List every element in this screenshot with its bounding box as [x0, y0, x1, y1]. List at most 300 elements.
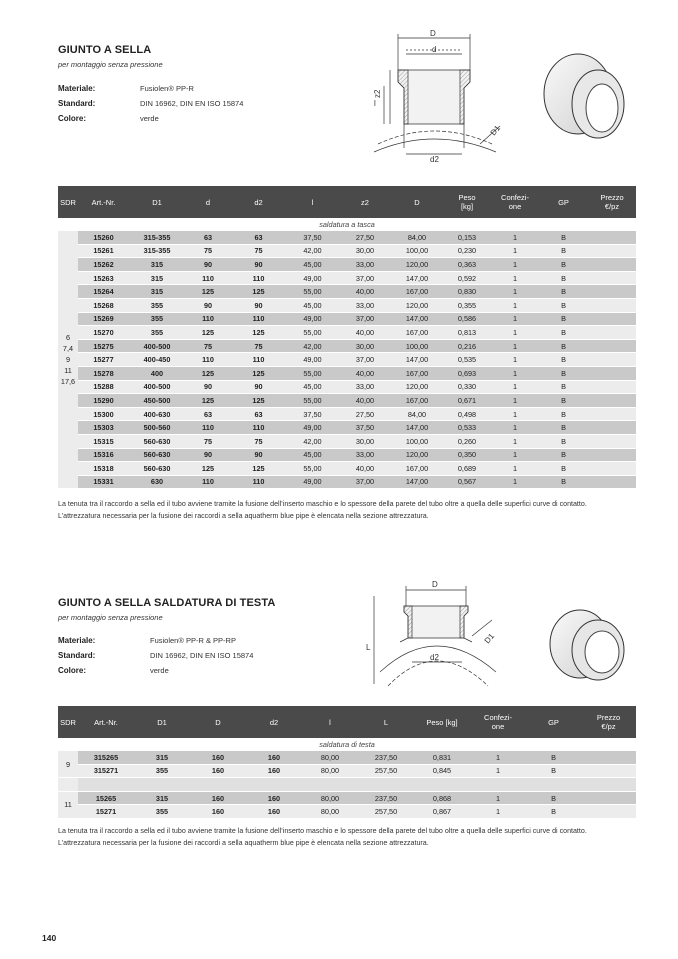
table-cell: 355	[129, 298, 185, 312]
table-cell: B	[539, 407, 588, 421]
table-cell: 90	[231, 448, 286, 462]
table-cell: 15268	[78, 298, 129, 312]
table-cell: 15271	[78, 805, 134, 819]
table-cell	[581, 791, 636, 805]
table-cell	[588, 421, 636, 435]
table-cell: 125	[185, 366, 231, 380]
table-cell: 0,868	[414, 791, 470, 805]
table-cell	[588, 258, 636, 272]
table-cell: B	[539, 326, 588, 340]
spacer-cell	[78, 778, 134, 792]
table-cell: 15288	[78, 380, 129, 394]
table-cell: 0,535	[443, 353, 491, 367]
table-subheader: saldatura a tasca	[58, 218, 636, 231]
table-cell: 125	[185, 394, 231, 408]
dim-d2-label: d2	[430, 155, 439, 164]
table-cell: 0,592	[443, 271, 491, 285]
table-cell: 33,00	[339, 258, 391, 272]
sdr-cell: 11	[58, 791, 78, 818]
table-cell: 1	[491, 448, 539, 462]
table-cell: 0,845	[414, 764, 470, 778]
section2-fitting-image	[540, 600, 640, 690]
table-cell: 80,00	[302, 791, 358, 805]
table-cell: 42,00	[286, 244, 339, 258]
table-cell: 15264	[78, 285, 129, 299]
section2-note	[58, 826, 658, 849]
table-cell: 55,00	[286, 285, 339, 299]
table-cell: 400-500	[129, 339, 185, 353]
table-row	[58, 271, 636, 285]
section2-note-line2: L’attrezzatura necessaria per la fusione dei raccordi a sella aquatherm blue pipe è elencata nella sezione attrezzatura.	[58, 838, 429, 847]
table-cell: 1	[491, 271, 539, 285]
table-cell	[588, 434, 636, 448]
table-cell: 49,00	[286, 353, 339, 367]
table-cell: B	[539, 271, 588, 285]
table-cell: 110	[231, 312, 286, 326]
table-cell	[588, 407, 636, 421]
section2-technical-drawing	[360, 576, 520, 702]
table-cell: 355	[134, 764, 190, 778]
table-cell: B	[526, 805, 581, 819]
table-cell: 167,00	[391, 326, 443, 340]
table-cell: 110	[231, 475, 286, 489]
spacer-cell	[134, 778, 190, 792]
table-row	[58, 462, 636, 476]
table-cell: 110	[231, 421, 286, 435]
table-cell: 0,867	[414, 805, 470, 819]
table-cell: 160	[190, 791, 246, 805]
table-cell: 90	[185, 380, 231, 394]
table-cell: 63	[185, 407, 231, 421]
spacer-cell	[358, 778, 414, 792]
table-cell: 125	[185, 285, 231, 299]
col-header: Peso [kg]	[443, 186, 491, 218]
table-cell: 15331	[78, 475, 129, 489]
table-cell: 42,00	[286, 339, 339, 353]
table-cell: 1	[491, 339, 539, 353]
table-cell: 1	[470, 791, 526, 805]
table-cell: 1	[491, 231, 539, 244]
table-cell: 75	[185, 244, 231, 258]
table-cell: 15260	[78, 231, 129, 244]
table-cell: 160	[246, 805, 302, 819]
table-cell: 0,689	[443, 462, 491, 476]
table-cell: 84,00	[391, 231, 443, 244]
table-cell: B	[526, 764, 581, 778]
table-cell: 1	[491, 258, 539, 272]
table-cell: 45,00	[286, 258, 339, 272]
table-cell: 90	[231, 258, 286, 272]
table-cell: 75	[231, 339, 286, 353]
table-cell: 37,00	[339, 475, 391, 489]
table-cell: 40,00	[339, 285, 391, 299]
table-cell: B	[539, 366, 588, 380]
table-cell: 450-500	[129, 394, 185, 408]
table-cell: 1	[491, 298, 539, 312]
table-cell: 33,00	[339, 448, 391, 462]
table-cell: 37,50	[339, 421, 391, 435]
col-header: D	[391, 186, 443, 218]
dim-l-label: l	[374, 99, 376, 108]
table-cell: 30,00	[339, 244, 391, 258]
table-cell: 90	[231, 380, 286, 394]
table-cell: 100,00	[391, 339, 443, 353]
col-header: l	[302, 706, 358, 738]
table-row	[58, 805, 636, 819]
table-cell: 125	[231, 285, 286, 299]
table-cell: 63	[231, 231, 286, 244]
section2-standard-value: DIN 16962, DIN EN ISO 15874	[150, 651, 254, 660]
table-cell: 125	[231, 394, 286, 408]
section2-material-label: Materiale:	[58, 636, 96, 645]
table-cell: B	[539, 231, 588, 244]
table-cell: 160	[190, 764, 246, 778]
table-cell: 110	[185, 312, 231, 326]
section2-title: GIUNTO A SELLA SALDATURA DI TESTA	[58, 597, 276, 609]
table-cell: 400-630	[129, 407, 185, 421]
table-cell: 49,00	[286, 312, 339, 326]
table-cell: 120,00	[391, 380, 443, 394]
table-cell	[581, 751, 636, 764]
table-cell	[588, 353, 636, 367]
table-cell: 1	[491, 312, 539, 326]
table-cell: 1	[491, 475, 539, 489]
table-cell: 75	[231, 434, 286, 448]
table-cell: 160	[246, 751, 302, 764]
table-cell: 49,00	[286, 475, 339, 489]
section2-material-value: Fusiolen® PP-R & PP-RP	[150, 636, 236, 645]
table-row	[58, 339, 636, 353]
spacer-cell	[190, 778, 246, 792]
table-cell: 110	[185, 271, 231, 285]
table-row	[58, 448, 636, 462]
table-cell	[581, 764, 636, 778]
table-cell: B	[539, 339, 588, 353]
section1-standard-value: DIN 16962, DIN EN ISO 15874	[140, 99, 244, 108]
table-cell: 120,00	[391, 258, 443, 272]
table-cell: 1	[491, 366, 539, 380]
col-header: GP	[526, 706, 581, 738]
table-cell: 33,00	[339, 380, 391, 394]
table-cell: 63	[231, 407, 286, 421]
table-cell: 167,00	[391, 394, 443, 408]
table-cell: 84,00	[391, 407, 443, 421]
table-row	[58, 791, 636, 805]
table-cell: 147,00	[391, 312, 443, 326]
table-cell: 125	[231, 366, 286, 380]
table-cell: 55,00	[286, 394, 339, 408]
table-cell: 1	[491, 434, 539, 448]
table-cell: 15262	[78, 258, 129, 272]
section1-note	[58, 499, 658, 522]
table-cell: 0,830	[443, 285, 491, 299]
spacer-cell	[246, 778, 302, 792]
table-cell	[588, 462, 636, 476]
table-cell: 15316	[78, 448, 129, 462]
table-cell	[588, 298, 636, 312]
dim-z2-label: z2	[373, 89, 382, 98]
col-header: L	[358, 706, 414, 738]
table-cell: 0,813	[443, 326, 491, 340]
table-cell: 45,00	[286, 380, 339, 394]
col-header: D	[190, 706, 246, 738]
col-header: z2	[339, 186, 391, 218]
table-cell: 40,00	[339, 366, 391, 380]
table-cell: B	[539, 312, 588, 326]
table-cell	[588, 339, 636, 353]
table-cell: 160	[190, 751, 246, 764]
table-cell: 147,00	[391, 421, 443, 435]
section1-color-label: Colore:	[58, 114, 86, 123]
table-cell: 120,00	[391, 448, 443, 462]
table-cell: 125	[231, 326, 286, 340]
table-cell: 125	[185, 326, 231, 340]
table-cell: 37,50	[286, 407, 339, 421]
table-cell: 33,00	[339, 298, 391, 312]
table-cell: 0,216	[443, 339, 491, 353]
col-header: d	[185, 186, 231, 218]
table-cell: 315	[129, 285, 185, 299]
col-header: Peso [kg]	[414, 706, 470, 738]
section1-table	[58, 186, 636, 489]
spacer-cell	[470, 778, 526, 792]
sdr-cell: 9	[58, 751, 78, 778]
table-cell: 1	[491, 421, 539, 435]
dim-D-label: D	[430, 29, 436, 38]
table-cell: 90	[185, 448, 231, 462]
section1-fitting-image	[532, 40, 642, 152]
table-cell: 30,00	[339, 339, 391, 353]
section2-color-value: verde	[150, 666, 169, 675]
table-cell: 15303	[78, 421, 129, 435]
section1-material-value: Fusiolen® PP-R	[140, 84, 194, 93]
table-cell: 1	[491, 285, 539, 299]
section1-note-line2: L’attrezzatura necessaria per la fusione dei raccordi a sella aquatherm blue pipe è elencata nella sezione attrezzatura.	[58, 511, 429, 520]
table-cell: 560-630	[129, 448, 185, 462]
table-row	[58, 394, 636, 408]
dim-d2-label: d2	[430, 653, 439, 662]
section1-note-line1: La tenuta tra il raccordo a sella ed il tubo avviene tramite la fusione dell’inserto maschio e lo spessore della parete del tubo oltre a quella delle superfici curve di contatto.	[58, 500, 587, 508]
table-cell: 42,00	[286, 434, 339, 448]
table-cell: 0,567	[443, 475, 491, 489]
table-row	[58, 366, 636, 380]
section1-material-label: Materiale:	[58, 84, 96, 93]
table-cell: 110	[231, 353, 286, 367]
table-cell: 315	[129, 258, 185, 272]
table-cell: 15275	[78, 339, 129, 353]
col-header: D1	[129, 186, 185, 218]
table-row	[58, 751, 636, 764]
table-cell: 15318	[78, 462, 129, 476]
table-cell: 15263	[78, 271, 129, 285]
table-cell: 1	[491, 380, 539, 394]
table-cell: 355	[129, 326, 185, 340]
table-row	[58, 353, 636, 367]
table-cell: 400-450	[129, 353, 185, 367]
section2-subtitle: per montaggio senza pressione	[58, 613, 163, 622]
table-cell: 257,50	[358, 764, 414, 778]
table-cell: 315265	[78, 751, 134, 764]
col-header: l	[286, 186, 339, 218]
table-cell: 100,00	[391, 244, 443, 258]
table-cell: 80,00	[302, 751, 358, 764]
table-cell	[588, 231, 636, 244]
table-cell: B	[539, 462, 588, 476]
table-row	[58, 434, 636, 448]
table-cell: 63	[185, 231, 231, 244]
table-cell: 0,533	[443, 421, 491, 435]
section2-note-line1: La tenuta tra il raccordo a sella ed il tubo avviene tramite la fusione dell’inserto maschio e lo spessore della parete del tubo oltre a quella delle superfici curve di contatto.	[58, 827, 587, 835]
table-cell: B	[539, 258, 588, 272]
table-cell: 1	[491, 407, 539, 421]
table-cell: B	[526, 751, 581, 764]
table-cell: B	[539, 380, 588, 394]
table-cell	[588, 285, 636, 299]
table-row	[58, 285, 636, 299]
section2-table	[58, 706, 636, 819]
table-cell: 0,330	[443, 380, 491, 394]
table-row	[58, 244, 636, 258]
section1-technical-drawing	[360, 26, 520, 166]
table-cell: 315	[134, 751, 190, 764]
table-cell: 500-560	[129, 421, 185, 435]
col-header: GP	[539, 186, 588, 218]
table-cell: 1	[470, 764, 526, 778]
table-row	[58, 326, 636, 340]
section2-color-label: Colore:	[58, 666, 86, 675]
table-cell: 167,00	[391, 366, 443, 380]
table-cell: B	[539, 434, 588, 448]
col-header: Confezi- one	[470, 706, 526, 738]
section1-standard-label: Standard:	[58, 99, 96, 108]
table-cell: 45,00	[286, 298, 339, 312]
table-cell: 1	[470, 751, 526, 764]
col-header: SDR	[58, 186, 78, 218]
col-header: d2	[231, 186, 286, 218]
table-cell: 49,00	[286, 421, 339, 435]
table-cell: 0,693	[443, 366, 491, 380]
table-cell: B	[539, 285, 588, 299]
col-header: Confezi- one	[491, 186, 539, 218]
page-number: 140	[42, 933, 57, 943]
table-row	[58, 380, 636, 394]
table-cell: 40,00	[339, 394, 391, 408]
table-cell: 15270	[78, 326, 129, 340]
spacer-cell	[58, 778, 78, 792]
table-cell: 15261	[78, 244, 129, 258]
spacer-cell	[581, 778, 636, 792]
table-cell: B	[539, 475, 588, 489]
table-cell: 0,355	[443, 298, 491, 312]
table-cell: 15269	[78, 312, 129, 326]
table-cell: B	[539, 448, 588, 462]
section2-standard-label: Standard:	[58, 651, 96, 660]
table-cell: 80,00	[302, 764, 358, 778]
section1-color-value: verde	[140, 114, 159, 123]
table-cell: 40,00	[339, 462, 391, 476]
table-cell: 90	[231, 298, 286, 312]
table-cell	[588, 326, 636, 340]
table-cell: 75	[185, 339, 231, 353]
table-cell: 100,00	[391, 434, 443, 448]
dim-D-label: D	[432, 580, 438, 589]
table-cell: 125	[231, 462, 286, 476]
table-cell: 400	[129, 366, 185, 380]
table-cell: 90	[185, 258, 231, 272]
table-cell: B	[539, 298, 588, 312]
table-cell: 315-355	[129, 244, 185, 258]
col-header: Prezzo €/pz	[581, 706, 636, 738]
spacer-cell	[414, 778, 470, 792]
col-header: Prezzo €/pz	[588, 186, 636, 218]
table-cell: 15315	[78, 434, 129, 448]
table-cell: 75	[231, 244, 286, 258]
table-cell: 147,00	[391, 353, 443, 367]
table-cell: 0,498	[443, 407, 491, 421]
table-cell: 15290	[78, 394, 129, 408]
table-cell: 1	[491, 244, 539, 258]
table-row	[58, 258, 636, 272]
table-cell: 120,00	[391, 298, 443, 312]
table-cell: 125	[185, 462, 231, 476]
table-cell: 237,50	[358, 751, 414, 764]
table-cell: 1	[470, 805, 526, 819]
table-row	[58, 312, 636, 326]
spacer-cell	[302, 778, 358, 792]
table-row	[58, 298, 636, 312]
col-header: Art.-Nr.	[78, 186, 129, 218]
dim-d-label: d	[432, 45, 437, 54]
col-header: SDR	[58, 706, 78, 738]
table-cell: 55,00	[286, 366, 339, 380]
table-cell: 315	[129, 271, 185, 285]
dim-D1-label: D1	[482, 631, 497, 646]
table-cell: 90	[185, 298, 231, 312]
table-cell: 147,00	[391, 475, 443, 489]
table-cell: 37,00	[339, 271, 391, 285]
table-cell: 15265	[78, 791, 134, 805]
table-cell: 560-630	[129, 462, 185, 476]
table-cell: 237,50	[358, 791, 414, 805]
table-cell: 40,00	[339, 326, 391, 340]
table-cell: 1	[491, 462, 539, 476]
table-cell: 315	[134, 791, 190, 805]
dim-D1-label: D1	[488, 123, 503, 138]
section1-subtitle: per montaggio senza pressione	[58, 60, 163, 69]
table-cell	[588, 366, 636, 380]
table-cell: 1	[491, 353, 539, 367]
table-cell: 37,00	[339, 312, 391, 326]
table-cell: 80,00	[302, 805, 358, 819]
table-cell: 0,831	[414, 751, 470, 764]
table-cell: 15278	[78, 366, 129, 380]
table-cell: 75	[185, 434, 231, 448]
table-cell: 355	[134, 805, 190, 819]
table-cell: 15300	[78, 407, 129, 421]
section1-title: GIUNTO A SELLA	[58, 44, 152, 56]
section2-table-body	[58, 738, 636, 818]
table-cell: 355	[129, 312, 185, 326]
table-cell: B	[539, 394, 588, 408]
table-cell: 110	[185, 353, 231, 367]
table-cell: 30,00	[339, 434, 391, 448]
table-cell: 560-630	[129, 434, 185, 448]
sdr-cell: 6 7,4 9 11 17,6	[58, 231, 78, 489]
dim-L-label: L	[366, 643, 371, 652]
table-cell	[588, 475, 636, 489]
table-cell: 37,50	[286, 231, 339, 244]
table-cell: 0,350	[443, 448, 491, 462]
